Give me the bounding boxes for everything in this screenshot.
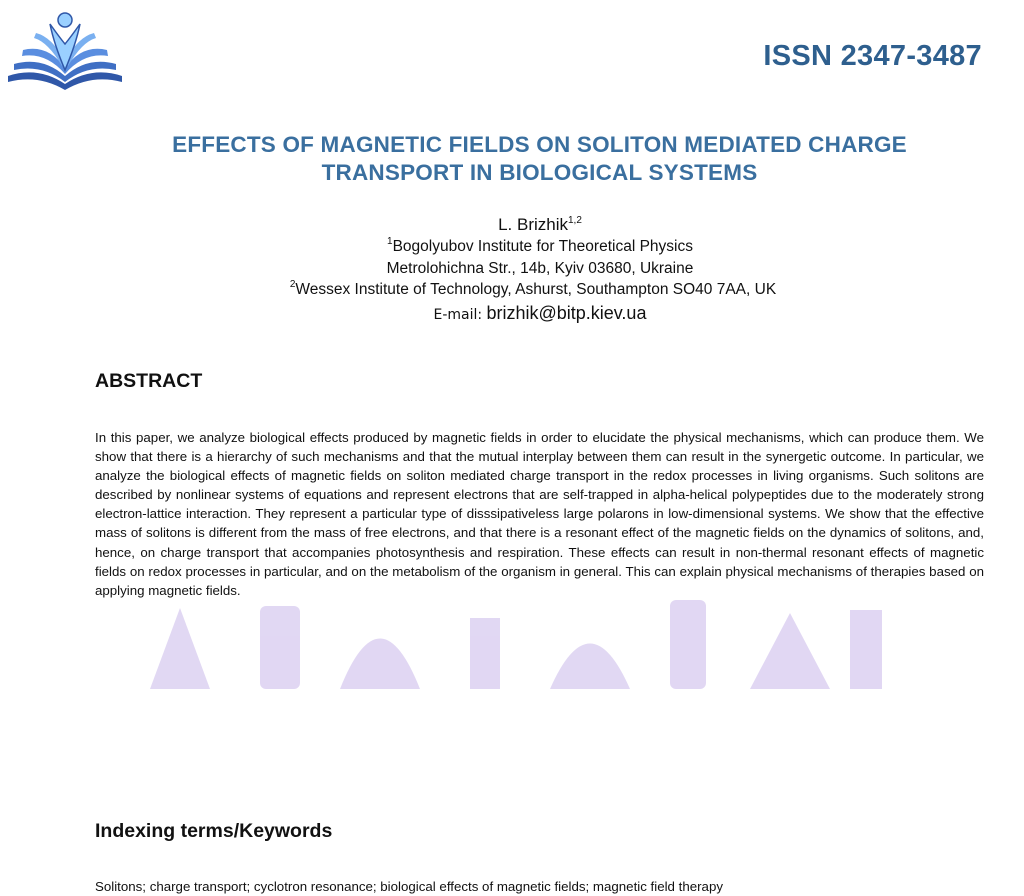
affiliation-2-name: Wessex Institute of Technology, Ashurst, Southampton SO40 7AA, UK xyxy=(295,281,777,298)
author-line xyxy=(0,214,1024,236)
title-line-2: TRANSPORT IN BIOLOGICAL SYSTEMS xyxy=(321,160,758,185)
author-name: L. Brizhik xyxy=(498,215,568,234)
abstract-heading: ABSTRACT xyxy=(95,370,203,392)
affiliation-1 xyxy=(0,236,1024,258)
author-superscript: 1,2 xyxy=(568,215,582,226)
keywords-text: Solitons; charge transport; cyclotron resonance; biological effects of magnetic fields; magnetic field therapy xyxy=(95,878,723,894)
book-figure-logo-icon xyxy=(4,4,126,96)
email-line xyxy=(0,303,1024,327)
affiliation-1-address: Metrolohichna Str., 14b, Kyiv 03680, Ukraine xyxy=(386,259,694,277)
affiliation-2-superscript: 2 xyxy=(289,279,296,290)
journal-watermark xyxy=(150,588,890,689)
affiliation-1-name: Bogolyubov Institute for Theoretical Physics xyxy=(392,238,693,255)
affiliation-1-superscript: 1 xyxy=(387,236,393,247)
abstract-text: In this paper, we analyze biological effects produced by magnetic fields in order to elucidate the physical mechanisms, which can produce them. We show that there is a hierarchy of such mechanisms and that the mutual interplay between them can result in the synergetic outcome. In particular, we analyze the biological effects of magnetic fields on soliton mediated charge transport in the redox processes in living organisms. Such solitons are described by nonlinear systems of equations and represent electrons that are self-trapped in alpha-helical polypeptides due to the moderately strong electron-lattice interaction. They represent a particular type of disssipativeless large polarons in low-dimensional systems. We show that the effective mass of solitons is different from the mass of free electrons, and that there is a resonant effect of the magnetic fields on the dynamics of solitons, and, hence, on charge transport that accompanies photosynthesis and respiration. These effects can result in non-thermal resonant effects of magnetic fields on redox processes in particular, and on the metabolism of the organism in general. This can explain physical mechanisms of therapies based on applying magnetic fields. xyxy=(95,430,984,598)
issn-label: ISSN 2347-3487 xyxy=(763,40,982,72)
email-label: E-mail: xyxy=(433,306,483,323)
paper-title xyxy=(0,131,1024,187)
author-block xyxy=(0,214,1024,326)
affiliation-2 xyxy=(0,279,1024,301)
keywords-heading: Indexing terms/Keywords xyxy=(95,819,333,842)
title-line-1: EFFECTS OF MAGNETIC FIELDS ON SOLITON MEDIATED CHARGE xyxy=(172,132,907,157)
email-address: brizhik@bitp.kiev.ua xyxy=(486,302,647,323)
